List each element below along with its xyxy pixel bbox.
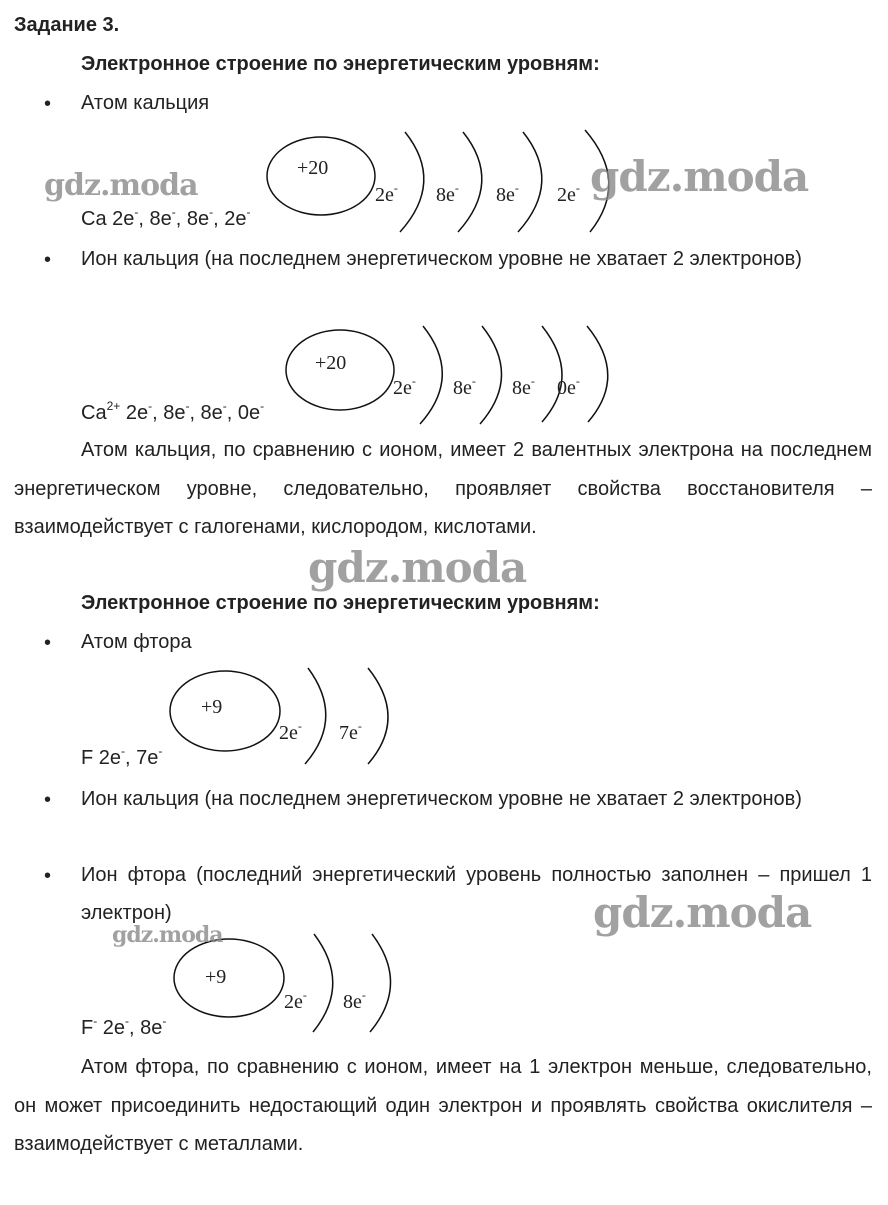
ca-conclusion: Атом кальция, по сравнению с ионом, имеет 2 валентных электрона на последнем энергетическом уровне, следовательно, проявляет свойства восстановителя – взаимодействует с галогенами, кислородом, кислотами.: [14, 439, 872, 538]
shell-label: 2e-: [393, 374, 416, 399]
shell-arc: [313, 934, 333, 1032]
watermark: gdz.moda: [590, 152, 809, 201]
shell-label: 0e-: [557, 374, 580, 399]
bullet-marker: •: [44, 93, 52, 115]
shell-label: 2e-: [557, 181, 580, 206]
watermark: gdz.moda: [593, 888, 812, 937]
shell-label: 2e-: [279, 719, 302, 744]
nucleus-charge: +9: [205, 966, 227, 988]
ca-ion-label-repeat: Ион кальция (на последнем энергетическом уровне не хватает 2 электронов): [81, 788, 802, 810]
shell-arc: [370, 934, 391, 1032]
watermark: gdz.moda: [308, 543, 527, 592]
nucleus-charge: +9: [201, 696, 223, 718]
nucleus-charge: +20: [315, 352, 347, 374]
watermark: gdz.moda: [112, 922, 223, 948]
shell-label: 8e-: [496, 181, 519, 206]
ca-ion-label: Ион кальция (на последнем энергетическом уровне не хватает 2 электронов): [81, 248, 802, 270]
bullet-marker: •: [44, 632, 52, 654]
f-ion-label: Ион фтора (последний энергетический уровень полностью заполнен – пришел 1 электрон): [81, 864, 872, 924]
section1-title: Электронное строение по энергетическим уровням:: [81, 53, 600, 75]
shell-label: 8e-: [436, 181, 459, 206]
bullet-marker: •: [44, 249, 52, 271]
nucleus-charge: +20: [297, 157, 329, 179]
watermark: gdz.moda: [44, 168, 198, 203]
shell-label: 2e-: [375, 181, 398, 206]
shell-label: 8e-: [512, 374, 535, 399]
shell-label: 8e-: [453, 374, 476, 399]
ca-atom-label: Атом кальция: [81, 92, 210, 114]
f-ion-formula: F- 2e-, 8e-: [81, 1014, 167, 1039]
ca-ion-formula: $Ca^{2+}$ 2e-, 8e-, 8e-, 0e-: [81, 399, 265, 424]
f-conclusion: Атом фтора, по сравнению с ионом, имеет на 1 электрон меньше, следовательно, он может присоединить недостающий один электрон и проявлять свойства окислителя – взаимодействует с металлами.: [14, 1056, 872, 1155]
f-atom-formula: F 2e-, 7e-: [81, 744, 163, 769]
nucleus-shape: [174, 939, 284, 1017]
shell-label: 8e-: [343, 988, 366, 1013]
shell-label: 7e-: [339, 719, 362, 744]
task-heading: Задание 3.: [14, 14, 120, 36]
f-atom-label: Атом фтора: [81, 631, 192, 653]
ca-atom-formula: Ca 2e-, 8e-, 8e-, 2e-: [81, 205, 251, 230]
bullet-marker: •: [44, 865, 52, 887]
bullet-marker: •: [44, 789, 52, 811]
section2-title: Электронное строение по энергетическим уровням:: [81, 592, 600, 614]
shell-label: 2e-: [284, 988, 307, 1013]
